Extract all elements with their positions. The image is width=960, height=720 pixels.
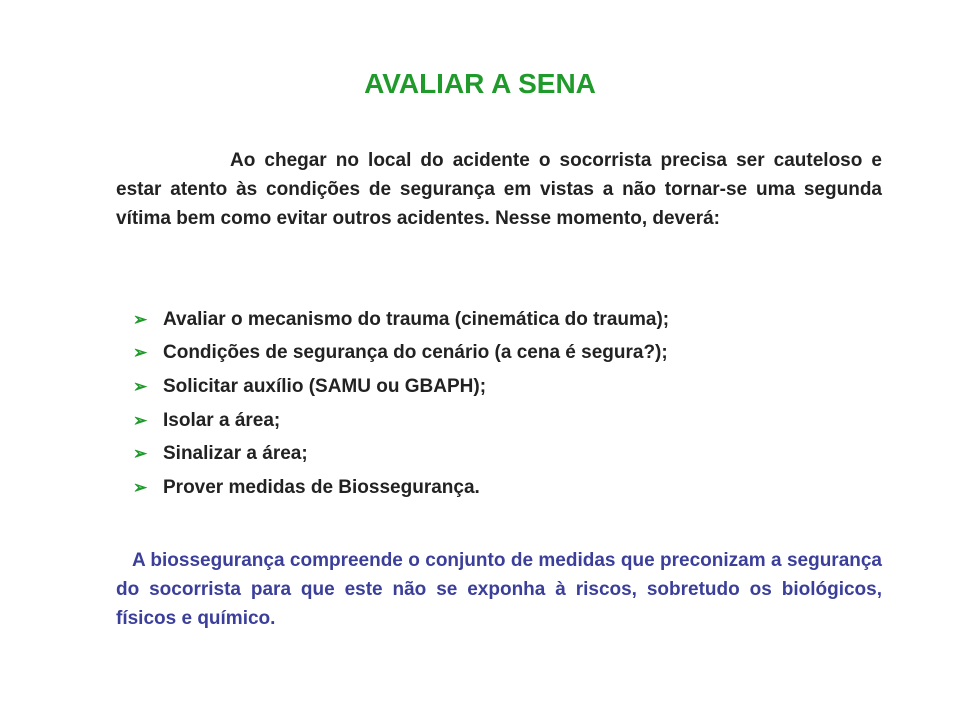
bullet-text: Avaliar o mecanismo do trauma (cinemática do trauma); [163, 308, 670, 330]
bullet-text: Prover medidas de Biossegurança. [163, 476, 480, 498]
bullet-item [133, 437, 893, 471]
arrowhead-bullet-icon: ➢ [133, 410, 148, 430]
arrowhead-bullet-icon: ➢ [133, 477, 148, 497]
bullet-item [133, 370, 893, 404]
slide-title: AVALIAR A SENA [364, 68, 596, 99]
bullet-text: Isolar a área; [163, 409, 281, 431]
arrowhead-bullet-icon: ➢ [133, 309, 148, 329]
bullet-item [133, 471, 893, 505]
arrowhead-bullet-icon: ➢ [133, 343, 148, 363]
arrowhead-bullet-icon: ➢ [133, 444, 148, 464]
intro-paragraph: Ao chegar no local do acidente o socorrista precisa ser cauteloso e estar atento às condições de segurança em vistas a não tornar-se uma segunda vítima bem como evitar outros acidentes. Nesse momento, deverá: [116, 150, 882, 229]
closing-paragraph: A biossegurança compreende o conjunto de medidas que preconizam a segurança do socorrista para que este não se exponha à riscos, sobretudo os biológicos, físicos e químico. [116, 550, 882, 629]
bullet-text: Sinalizar a área; [163, 443, 308, 465]
bullet-item [133, 404, 893, 438]
arrowhead-bullet-icon: ➢ [133, 376, 148, 396]
bullet-text: Solicitar auxílio (SAMU ou GBAPH); [163, 375, 487, 397]
bullet-list [133, 303, 893, 505]
bullet-item [133, 303, 893, 337]
bullet-text: Condições de segurança do cenário (a cena é segura?); [163, 342, 668, 364]
bullet-item [133, 337, 893, 371]
